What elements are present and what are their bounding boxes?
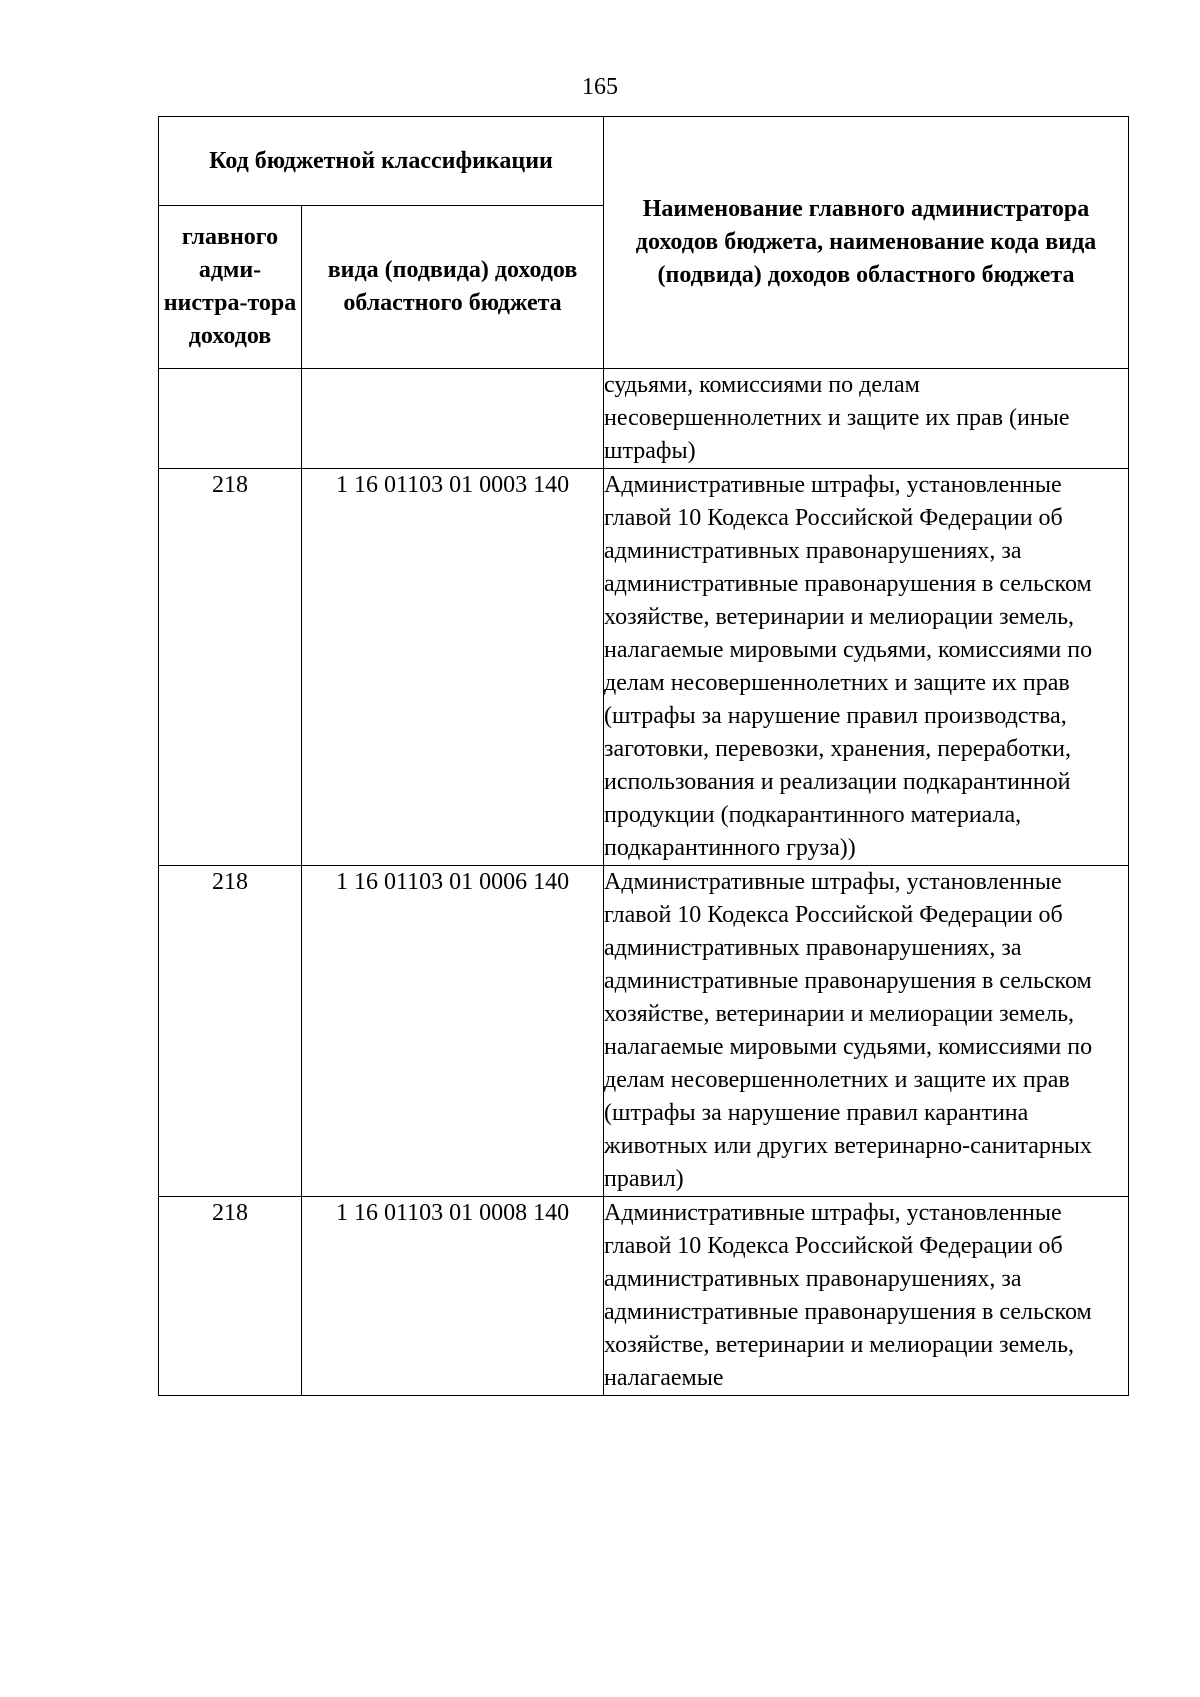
header-income-code-column: вида (подвида) доходов областного бюджета — [302, 206, 604, 369]
name-cell: судьями, комиссиями по делам несовершеннолетних и защите их прав (иные штрафы) — [604, 369, 1129, 469]
page-number: 165 — [582, 74, 618, 100]
admin-code-cell — [159, 369, 302, 469]
admin-code-cell: 218 — [159, 866, 302, 1197]
admin-code-cell: 218 — [159, 469, 302, 866]
name-cell: Административные штрафы, установленные главой 10 Кодекса Российской Федерации об административных правонарушениях, за административные правонарушения в сельском хозяйстве, ветеринарии и мелиорации земель, налагаемые — [604, 1197, 1129, 1396]
table-row — [159, 866, 1129, 1197]
income-code-cell: 1 16 01103 01 0006 140 — [302, 866, 604, 1197]
header-budget-classification-code: Код бюджетной классификации — [159, 117, 604, 206]
header-name-column: Наименование главного администратора доходов бюджета, наименование кода вида (подвида) доходов областного бюджета — [604, 117, 1129, 369]
income-code-cell: 1 16 01103 01 0003 140 — [302, 469, 604, 866]
budget-classification-table — [158, 116, 1129, 1396]
table-row — [159, 469, 1129, 866]
name-cell: Административные штрафы, установленные главой 10 Кодекса Российской Федерации об административных правонарушениях, за административные правонарушения в сельском хозяйстве, ветеринарии и мелиорации земель, налагаемые мировыми судьями, комиссиями по делам несовершеннолетних и защите их прав (штрафы за нарушение правил карантина животных или других ветеринарно-санитарных правил) — [604, 866, 1129, 1197]
admin-code-cell: 218 — [159, 1197, 302, 1396]
income-code-cell: 1 16 01103 01 0008 140 — [302, 1197, 604, 1396]
income-code-cell — [302, 369, 604, 469]
table-row — [159, 1197, 1129, 1396]
name-cell: Административные штрафы, установленные главой 10 Кодекса Российской Федерации об административных правонарушениях, за административные правонарушения в сельском хозяйстве, ветеринарии и мелиорации земель, налагаемые мировыми судьями, комиссиями по делам несовершеннолетних и защите их прав (штрафы за нарушение правил производства, заготовки, перевозки, хранения, переработки, использования и реализации подкарантинной продукции (подкарантинного материала, подкарантинного груза)) — [604, 469, 1129, 866]
header-admin-code-column: главного адми-нистра-тора доходов — [159, 206, 302, 369]
table-row — [159, 369, 1129, 469]
